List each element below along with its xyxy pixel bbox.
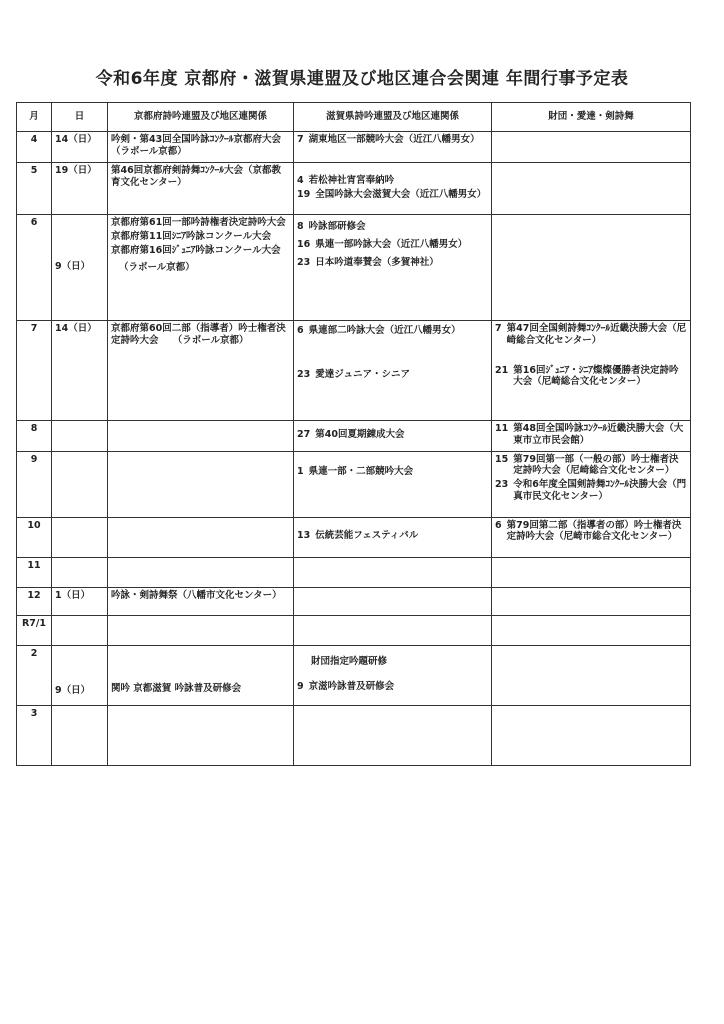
event-text: 吟詠・剣詩舞祭（八幡市文化センター） [111,589,282,601]
event [297,325,488,337]
event-date: 6 [495,519,502,531]
event-text: 吟詠部研修会 [308,220,366,232]
zaidan-cell [492,420,691,451]
event [297,681,488,693]
header-shiga: 滋賀県詩吟連盟及び地区連関係 [294,103,492,132]
kyoto-cell [108,705,294,765]
zaidan-cell [492,214,691,320]
event-text: 伝統芸能フェスティバル [315,530,419,542]
month-cell: 3 [17,705,52,765]
shiga-cell [294,645,492,705]
event [297,189,488,201]
month-cell: 9 [17,451,52,517]
event-date: 19 [297,188,311,200]
shiga-cell [294,615,492,645]
event-date: 23 [297,368,311,380]
event-date: 23 [495,479,509,491]
zaidan-cell [492,320,691,420]
event [297,134,488,146]
shiga-note: 財団指定吟題研修 [311,655,388,667]
month-cell: 8 [17,420,52,451]
event-text: 京都府第60回二部（指導者）吟士権者決定詩吟大会 （ラボール京都） [111,322,286,346]
event [495,323,687,347]
event-text: 令和6年度全国剣詩舞ｺﾝｸｰﾙ決勝大会（門真市民文化センター） [513,479,687,503]
event-date: 7 [495,322,502,334]
event-text: 第46回京都府剣詩舞ｺﾝｸｰﾙ大会（京都教育文化センター） [111,164,281,188]
event-date: 15 [495,453,509,465]
event [297,429,488,441]
shiga-cell [294,705,492,765]
kyoto-cell [108,132,294,163]
zaidan-cell [492,705,691,765]
month-cell: R7/1 [17,615,52,645]
shiga-cell [294,451,492,517]
day-cell: 14（日） [52,320,108,420]
event-text: 京都府第11回ｼﾆｱ吟詠コンクール大会 [111,230,272,242]
table-row [17,587,691,615]
header-kyoto: 京都府詩吟連盟及び地区連関係 [108,103,294,132]
event-text: （ラボール京都） [119,262,195,274]
event-date: 27 [297,428,311,440]
day-cell: 1（日） [52,587,108,615]
zaidan-cell [492,587,691,615]
event [297,530,488,542]
event-date: 1 [297,465,304,477]
zaidan-cell [492,645,691,705]
zaidan-cell [492,162,691,214]
event-date: 11 [495,422,509,434]
event-text: 県連部二吟詠大会（近江八幡男女） [308,324,461,336]
month-cell: 2 [17,645,52,705]
table-row [17,162,691,214]
day-cell [52,517,108,557]
kyoto-cell [108,615,294,645]
event-date: 23 [297,256,311,268]
day-cell [52,615,108,645]
event-date: 9 [297,681,304,693]
event-text: 愛達ジュニア・シニア [315,368,411,380]
kyoto-cell [108,451,294,517]
page-title: 令和6年度 京都府・滋賀県連盟及び地区連合会関連 年間行事予定表 [95,69,629,89]
table-row [17,557,691,587]
day-cell: 9（日） [52,214,108,320]
shiga-cell [294,162,492,214]
day-cell: 9（日） [52,645,108,705]
event [297,466,488,478]
event-date: 13 [297,530,311,542]
event-text: 京都府第61回一部吟詩権者決定詩吟大会 [111,216,286,228]
header-day: 日 [52,103,108,132]
month-cell: 6 [17,214,52,320]
event-date: 21 [495,364,509,376]
table-row [17,517,691,557]
event [495,365,687,389]
event-date: 7 [297,134,304,145]
event [297,257,488,269]
shiga-cell [294,557,492,587]
event-text: 全国吟詠大会滋賀大会（近江八幡男女） [315,188,487,200]
event [495,454,687,478]
event-text: 吟剣・第43回全国吟詠ｺﾝｸｰﾙ京都府大会（ラボール京都） [111,134,281,157]
kyoto-cell [108,557,294,587]
event-text: 若松神社宵宮奉納吟 [308,174,395,186]
kyoto-cell [108,645,294,705]
kyoto-cell [108,420,294,451]
table-row [17,451,691,517]
event [495,479,687,503]
event [297,175,488,187]
table-row [17,420,691,451]
day-cell [52,420,108,451]
shiga-cell [294,517,492,557]
header-zaidan: 財団・愛達・剣詩舞 [492,103,691,132]
event-text: 県連一部・二部競吟大会 [308,465,414,477]
event-text: 第48回全国吟詠ｺﾝｸｰﾙ近畿決勝大会（大東市立市民会館） [513,422,684,446]
event-date: 6 [297,324,304,336]
kyoto-cell [108,320,294,420]
table-row [17,132,691,163]
event [297,221,488,233]
event [297,239,488,251]
event-text: 第16回ｼﾞｭﾆｱ・ｼﾆｱ燦燦優勝者決定詩吟大会（尼崎総合文化センター） [513,364,679,388]
header-month: 月 [17,103,52,132]
day-cell [52,705,108,765]
event [495,520,687,544]
table-row [17,645,691,705]
event-text: 京滋吟詠普及研修会 [308,681,395,693]
event-text: 湖東地区一部競吟大会（近江八幡男女） [308,134,480,145]
event [495,423,687,447]
schedule-table [16,102,691,766]
shiga-cell [294,420,492,451]
event-text: 京都府第16回ｼﾞｭﾆｱ吟詠コンクール大会 [111,244,281,256]
kyoto-cell [108,214,294,320]
event-text: 第40回夏期錬成大会 [315,428,405,440]
month-cell: 5 [17,162,52,214]
event-text: 日本吟道奉賛会（多賀神社） [315,256,439,268]
event-text: 第79回第二部（指導者の部）吟士権者決定詩吟大会（尼崎市総合文化センター） [506,519,682,543]
day-cell [52,451,108,517]
month-cell: 12 [17,587,52,615]
event-text: 第79回第一部（一般の部）吟士権者決定詩吟大会（尼崎総合文化センター） [513,453,679,477]
zaidan-cell [492,557,691,587]
month-cell: 10 [17,517,52,557]
zaidan-cell [492,517,691,557]
month-cell: 4 [17,132,52,163]
table-row [17,615,691,645]
table-row [17,705,691,765]
event-date: 16 [297,238,311,250]
zaidan-cell [492,132,691,163]
kyoto-cell [108,517,294,557]
table-row [17,320,691,420]
kyoto-cell [108,162,294,214]
kyoto-cell [108,587,294,615]
event-text: 関吟 京都滋賀 吟詠普及研修会 [111,682,242,694]
shiga-cell [294,587,492,615]
day-cell: 19（日） [52,162,108,214]
month-cell: 11 [17,557,52,587]
shiga-cell [294,214,492,320]
shiga-cell [294,132,492,163]
event-date: 4 [297,174,304,186]
event-date: 8 [297,220,304,232]
table-header-row [17,103,691,132]
zaidan-cell [492,451,691,517]
table-row [17,214,691,320]
shiga-cell [294,320,492,420]
event-text: 第47回全国剣詩舞ｺﾝｸｰﾙ近畿決勝大会（尼崎総合文化センター） [506,322,687,346]
day-cell: 14（日） [52,132,108,163]
event-text: 県連一部吟詠大会（近江八幡男女） [315,238,468,250]
month-cell: 7 [17,320,52,420]
event [297,369,488,381]
day-cell [52,557,108,587]
zaidan-cell [492,615,691,645]
